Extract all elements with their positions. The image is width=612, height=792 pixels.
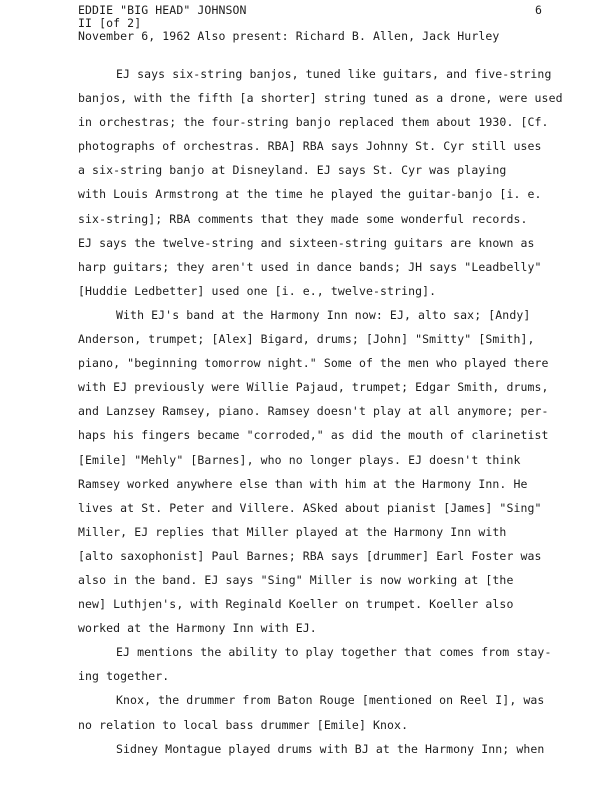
text-line: new] Luthjen's, with Reginald Koeller on trumpet. Koeller also: [78, 597, 514, 612]
text-line: and Lanzsey Ramsey, piano. Ramsey doesn't play at all anymore; per-: [78, 404, 549, 419]
text-line: no relation to local bass drummer [Emile] Knox.: [78, 717, 409, 732]
text-line: piano, "beginning tomorrow night." Some of the men who played there: [78, 356, 549, 371]
text-line: EJ says six-string banjos, tuned like guitars, and five-string: [116, 67, 552, 81]
text-line: With EJ's band at the Harmony Inn now: EJ, alto sax; [Andy]: [116, 307, 531, 322]
text-line: Ramsey worked anywhere else than with him at the Harmony Inn. He: [78, 476, 528, 491]
header-reel: II [of 2]: [78, 16, 142, 30]
text-line: lives at St. Peter and Villere. ASked about pianist [James] "Sing": [78, 500, 542, 515]
text-line: a six-string banjo at Disneyland. EJ says St. Cyr was playing: [78, 163, 507, 178]
text-line: worked at the Harmony Inn with EJ.: [78, 621, 317, 636]
text-line: banjos, with the fifth [a shorter] string tuned as a drone, were used: [78, 91, 563, 106]
text-line: EJ says the twelve-string and sixteen-string guitars are known as: [78, 235, 535, 250]
text-line: EJ mentions the ability to play together that comes from stay-: [116, 645, 552, 660]
header-date-line: November 6, 1962 Also present: Richard B. Allen, Jack Hurley: [78, 29, 500, 43]
transcript-body: [78, 62, 598, 761]
text-line: six-string]; RBA comments that they made some wonderful records.: [78, 211, 528, 226]
text-line: [alto saxophonist] Paul Barnes; RBA says [drummer] Earl Foster was: [78, 548, 542, 563]
text-line: ing together.: [78, 669, 170, 684]
text-line: [Emile] "Mehly" [Barnes], who no longer plays. EJ doesn't think: [78, 452, 521, 467]
text-line: [Huddie Ledbetter] used one [i. e., twelve-string].: [78, 283, 437, 298]
text-line: Anderson, trumpet; [Alex] Bigard, drums; [John] "Smitty" [Smith],: [78, 332, 535, 347]
text-line: with Louis Armstrong at the time he played the guitar-banjo [i. e.: [78, 187, 542, 202]
text-line: in orchestras; the four-string banjo replaced them about 1930. [Cf.: [78, 115, 549, 130]
text-line: Sidney Montague played drums with BJ at the Harmony Inn; when: [116, 741, 545, 756]
header-title: EDDIE "BIG HEAD" JOHNSON: [78, 3, 247, 17]
text-line: also in the band. EJ says "Sing" Miller is now working at [the: [78, 572, 514, 587]
text-line: harp guitars; they aren't used in dance bands; JH says "Leadbelly": [78, 259, 542, 274]
text-line: Knox, the drummer from Baton Rouge [mentioned on Reel I], was: [116, 693, 545, 708]
text-line: photographs of orchestras. RBA] RBA says Johnny St. Cyr still uses: [78, 139, 542, 154]
text-line: Miller, EJ replies that Miller played at the Harmony Inn with: [78, 524, 507, 539]
text-line: haps his fingers became "corroded," as did the mouth of clarinetist: [78, 428, 549, 443]
page-number: 6: [535, 3, 543, 17]
text-line: with EJ previously were Willie Pajaud, trumpet; Edgar Smith, drums,: [78, 380, 549, 395]
